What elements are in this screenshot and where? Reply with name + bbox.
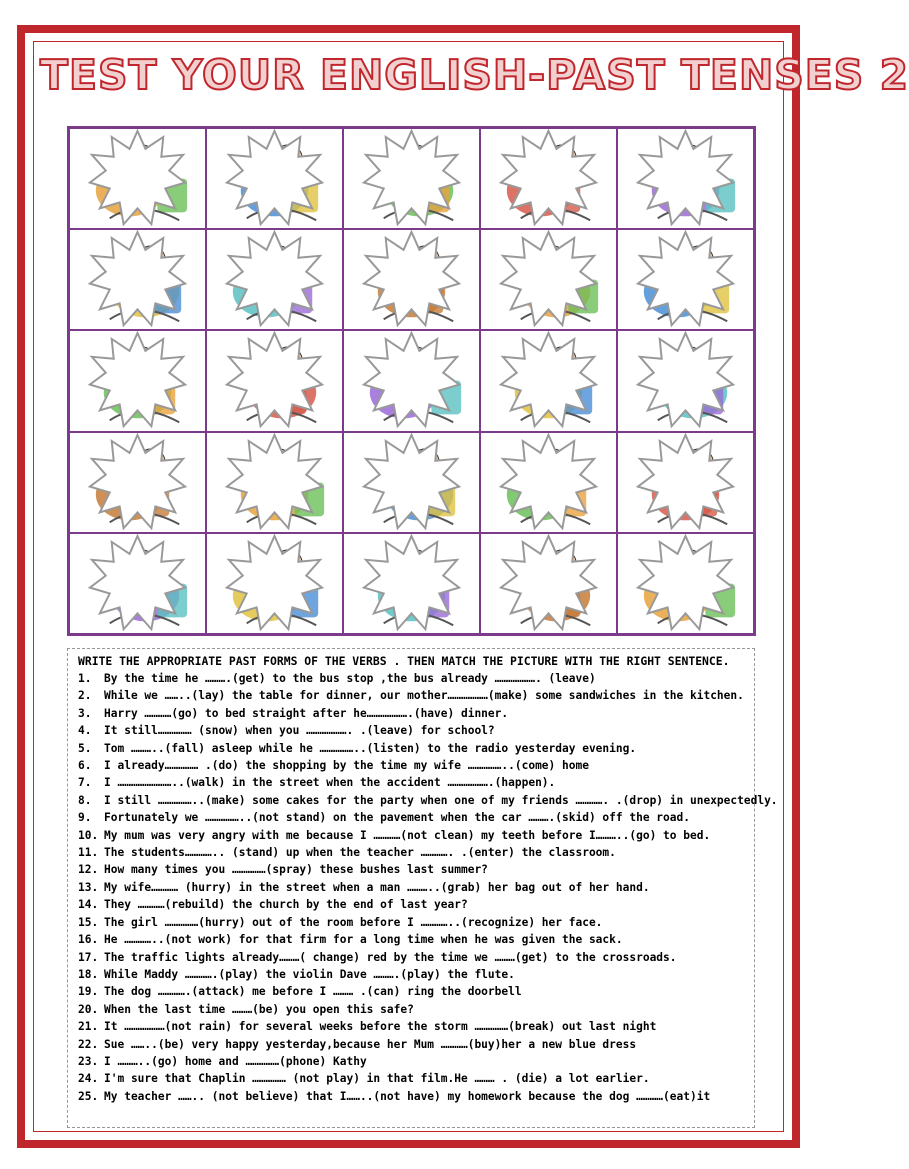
sentence-item: [78, 722, 744, 739]
page-title: TEST YOUR ENGLISH-PAST TENSES 2: [40, 51, 909, 99]
sentence-text: It still…………… (snow) when you ………………. .(leave) for school?: [104, 724, 495, 738]
answer-burst-icon[interactable]: [618, 129, 753, 228]
sentence-item: [78, 896, 744, 913]
answer-burst-icon[interactable]: [618, 331, 753, 430]
sentence-text: The students………….. (stand) up when the teacher …………. .(enter) the classroom.: [104, 846, 616, 860]
picture-violin-flute: [480, 432, 617, 533]
picture-man-in-bed-asleep: [480, 533, 617, 634]
picture-man-on-phone: [343, 330, 480, 431]
sentence-text: They …………(rebuild) the church by the end of last year?: [104, 898, 468, 912]
picture-chaplin: [617, 128, 754, 229]
sentence-text: I still ……………..(make) some cakes for the party when one of my friends …………. .(drop) in unexpectedly.: [104, 793, 778, 807]
picture-angry-woman: [480, 128, 617, 229]
answer-burst-icon[interactable]: [618, 534, 753, 633]
picture-man-shopping-cart: [206, 432, 343, 533]
sentence-text: My mum was very angry with me because I …………(not clean) my teeth before I………..(go) to bed.: [104, 828, 711, 842]
sentence-text: It ………………(not rain) for several weeks before the storm ……………(break) out last night: [104, 1020, 657, 1034]
sentence-item: [78, 792, 778, 809]
sentence-item: [78, 1036, 744, 1053]
sentence-item: [78, 1088, 744, 1105]
sentence-item: [78, 757, 744, 774]
sentence-item: [78, 844, 744, 861]
sentence-item: [78, 670, 744, 687]
picture-woman-cooking: [206, 128, 343, 229]
answer-burst-icon[interactable]: [481, 230, 616, 329]
sentence-item: [78, 983, 744, 1000]
sentence-number: 4.: [78, 724, 92, 738]
sentence-number: 18.: [78, 967, 99, 981]
sentence-item: [78, 687, 744, 704]
sentence-item: [78, 705, 744, 722]
sentence-text: My wife………… (hurry) in the street when a man ………..(grab) her bag out of her hand.: [104, 880, 650, 894]
sentence-number: 10.: [78, 828, 99, 842]
sentence-number: 1.: [78, 672, 92, 685]
answer-burst-icon[interactable]: [70, 433, 205, 532]
sentence-text: When the last time ………(be) you open this safe?: [104, 1002, 414, 1016]
sentence-item: [78, 774, 744, 791]
sentence-number: 8.: [78, 793, 92, 807]
sentence-text: Fortunately we ……………..(not stand) on the pavement when the car ……….(skid) off the road.: [104, 811, 690, 825]
sentence-text: The dog ………….(attack) me before I ……… .(can) ring the doorbell: [104, 985, 522, 999]
sentence-text: By the time he ……….(get) to the bus stop ,the bus already ………………. (leave): [104, 672, 596, 685]
answer-burst-icon[interactable]: [207, 230, 342, 329]
instruction-text: WRITE THE APPROPRIATE PAST FORMS OF THE VERBS . THEN MATCH THE PICTURE WITH THE RIGHT SENTENCE.: [78, 654, 730, 668]
sentence-item: [78, 809, 744, 826]
sentence-number: 24.: [78, 1072, 99, 1086]
picture-bushes-spraying: [617, 432, 754, 533]
picture-chef-baking: [617, 229, 754, 330]
picture-car-crash: [69, 330, 206, 431]
answer-burst-icon[interactable]: [344, 230, 479, 329]
answer-burst-icon[interactable]: [481, 433, 616, 532]
sentence-number: 9.: [78, 811, 92, 825]
sentence-number: 2.: [78, 689, 92, 703]
picture-family-dinner: [206, 229, 343, 330]
sentence-text: I ……………………..(walk) in the street when the accident ……………….(happen).: [104, 776, 556, 790]
sentence-text: I'm sure that Chaplin …………… (not play) in that film.He ……… . (die) a lot earlier.: [104, 1072, 650, 1086]
answer-burst-icon[interactable]: [207, 534, 342, 633]
sentence-item: [78, 740, 744, 757]
answer-burst-icon[interactable]: [618, 230, 753, 329]
sentence-text: Tom ………..(fall) asleep while he ……………..(listen) to the radio yesterday evening.: [104, 741, 637, 755]
sentence-number: 12.: [78, 863, 99, 877]
sentence-number: 6.: [78, 759, 92, 773]
answer-burst-icon[interactable]: [70, 534, 205, 633]
sentence-text: While we ……..(lay) the table for dinner, our mother………………(make) some sandwiches in the kitchen.: [104, 689, 744, 703]
answer-burst-icon[interactable]: [481, 331, 616, 430]
sentence-text: Harry …………(go) to bed straight after he……………….(have) dinner.: [104, 706, 509, 720]
sentence-text: While Maddy ………….(play) the violin Dave ……….(play) the flute.: [104, 967, 515, 981]
sentence-number: 22.: [78, 1037, 99, 1051]
sentence-number: 3.: [78, 706, 92, 720]
sentence-number: 20.: [78, 1002, 99, 1016]
picture-car-at-lights: [617, 330, 754, 431]
picture-man-dog-attack: [206, 330, 343, 431]
picture-girl-yawning: [343, 128, 480, 229]
sentence-number: 13.: [78, 880, 99, 894]
picture-woman-with-shopping-bags: [69, 128, 206, 229]
sentence-item: [78, 1070, 744, 1087]
sentence-number: 11.: [78, 846, 99, 860]
sentence-item: [78, 861, 744, 878]
sentence-number: 16.: [78, 933, 99, 947]
exercise-box: [67, 648, 778, 1128]
sentence-text: I ………..(go) home and ……………(phone) Kathy: [104, 1054, 367, 1068]
answer-burst-icon[interactable]: [207, 129, 342, 228]
sentence-number: 17.: [78, 950, 99, 964]
sentence-item: [78, 914, 744, 931]
sentence-item: [78, 1018, 744, 1035]
answer-burst-icon[interactable]: [70, 230, 205, 329]
answer-burst-icon[interactable]: [618, 433, 753, 532]
answer-burst-icon[interactable]: [481, 129, 616, 228]
sentence-number: 5.: [78, 741, 92, 755]
picture-man-asleep-radio: [343, 229, 480, 330]
answer-burst-icon[interactable]: [70, 331, 205, 430]
sentence-list: [78, 670, 778, 1105]
sentence-text: Sue ……..(be) very happy yesterday,because her Mum …………(buy)her a new blue dress: [104, 1037, 637, 1051]
sentence-item: [78, 1053, 744, 1070]
picture-church: [69, 229, 206, 330]
sentence-number: 7.: [78, 776, 92, 790]
picture-safe: [69, 432, 206, 533]
sentence-number: 19.: [78, 985, 99, 999]
sentence-number: 23.: [78, 1054, 99, 1068]
picture-storm: [206, 533, 343, 634]
sentence-number: 15.: [78, 915, 99, 929]
picture-grid: [67, 126, 756, 636]
sentence-item: [78, 1001, 744, 1018]
sentence-text: I already…………… .(do) the shopping by the time my wife ……………..(come) home: [104, 759, 589, 773]
picture-man-at-atm: [617, 533, 754, 634]
sentence-text: My teacher …….. (not believe) that I……..(not have) my homework because the dog …………(eat)it: [104, 1089, 711, 1103]
answer-burst-icon[interactable]: [207, 331, 342, 430]
sentence-number: 14.: [78, 898, 99, 912]
sentence-text: The traffic lights already………( change) red by the time we ………(get) to the crossroads.: [104, 950, 677, 964]
sentence-text: How many times you ……………(spray) these bushes last summer?: [104, 863, 488, 877]
sentence-number: 25.: [78, 1089, 99, 1103]
answer-burst-icon[interactable]: [344, 129, 479, 228]
picture-people-dinner-table: [343, 533, 480, 634]
answer-burst-icon[interactable]: [70, 129, 205, 228]
answer-burst-icon[interactable]: [344, 331, 479, 430]
picture-boy-dog-toothbrush: [480, 229, 617, 330]
answer-burst-icon[interactable]: [481, 534, 616, 633]
sentence-number: 21.: [78, 1020, 99, 1034]
sentence-item: [78, 966, 744, 983]
sentence-item: [78, 827, 744, 844]
picture-girl-door-man: [480, 330, 617, 431]
picture-man-carrying-box: [69, 533, 206, 634]
picture-car-skid: [343, 432, 480, 533]
answer-burst-icon[interactable]: [344, 534, 479, 633]
answer-burst-icon[interactable]: [344, 433, 479, 532]
sentence-text: The girl ……………(hurry) out of the room before I …………..(recognize) her face.: [104, 915, 603, 929]
answer-burst-icon[interactable]: [207, 433, 342, 532]
sentence-item: [78, 931, 744, 948]
sentence-item: [78, 879, 744, 896]
sentence-item: [78, 949, 744, 966]
sentence-text: He …………..(not work) for that firm for a long time when he was given the sack.: [104, 933, 623, 947]
